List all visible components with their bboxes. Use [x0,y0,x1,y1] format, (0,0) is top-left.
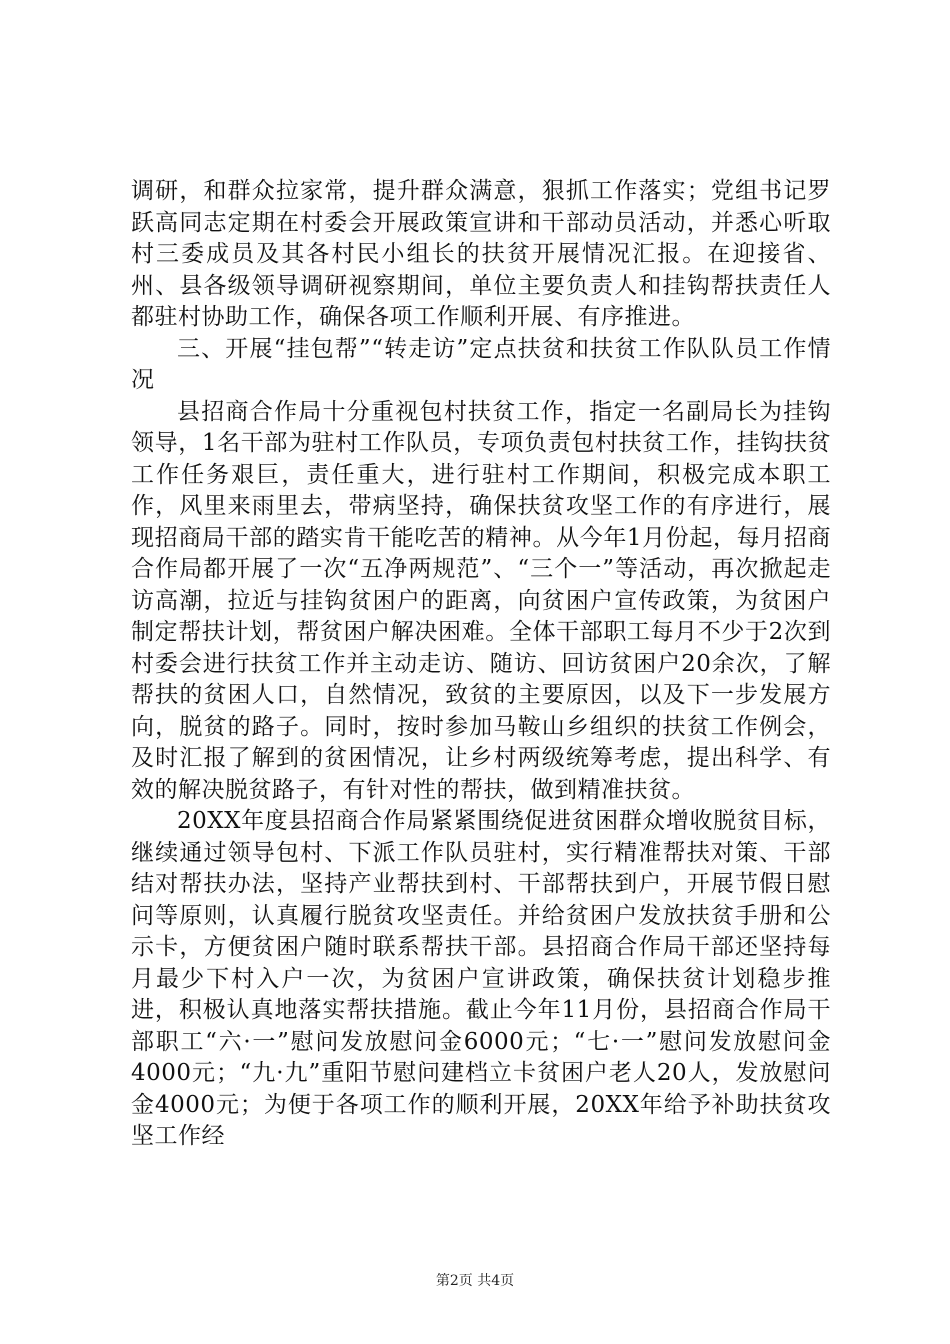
paragraph-intro-continuation: 调研，和群众拉家常，提升群众满意，狠抓工作落实；党组书记罗跃高同志定期在村委会开展政策宣讲和干部动员活动，并悉心听取村三委成员及其各村民小组长的扶贫开展情况汇报。在迎接省、州、县各级领导调研视察期间，单位主要负责人和挂钩帮扶责任人都驻村协助工作，确保各项工作顺利开展、有序推进。 [131,178,831,330]
page-footer: 第2页 共4页 [435,1273,515,1289]
paragraph-annual-summary: 20XX年度县招商合作局紧紧围绕促进贫困群众增收脱贫目标，继续通过领导包村、下派工作队员驻村，实行精准帮扶对策、干部结对帮扶办法，坚持产业帮扶到村、干部帮扶到户，开展节假日慰问等原则，认真履行脱贫攻坚责任。并给贫困户发放扶贫手册和公示卡，方便贫困户随时联系帮扶干部。县招商合作局干部还坚持每月最少下村入户一次，为贫困户宣讲政策，确保扶贫计划稳步推进，积极认真地落实帮扶措施。截止今年11月份，县招商合作局干部职工“六·一”慰问发放慰问金6000元；“七·一”慰问发放慰问金4000元；“九·九”重阳节慰问建档立卡贫困户老人20人，发放慰问金4000元；为便于各项工作的顺利开展，20XX年给予补助扶贫攻坚工作经 [131,808,831,1149]
paragraph-section-three-body: 县招商合作局十分重视包村扶贫工作，指定一名副局长为挂钩领导，1名干部为驻村工作队员，专项负责包村扶贫工作，挂钩扶贫工作任务艰巨，责任重大，进行驻村工作期间，积极完成本职工作，风里来雨里去，带病坚持，确保扶贫攻坚工作的有序进行，展现招商局干部的踏实肯干能吃苦的精神。从今年1月份起，每月招商合作局都开展了一次“五净两规范”、“三个一”等活动，再次掀起走访高潮，拉近与挂钩贫困户的距离，向贫困户宣传政策，为贫困户制定帮扶计划，帮贫困户解决困难。全体干部职工每月不少于2次到村委会进行扶贫工作并主动走访、随访、回访贫困户20余次，了解帮扶的贫困人口，自然情况，致贫的主要原因，以及下一步发展方向，脱贫的路子。同时，按时参加马鞍山乡组织的扶贫工作例会，及时汇报了解到的贫困情况，让乡村两级统筹考虑，提出科学、有效的解决脱贫路子，有针对性的帮扶，做到精准扶贫。 [131,398,831,803]
document-body [131,176,831,1153]
section-three-heading: 三、开展“挂包帮”“转走访”定点扶贫和扶贫工作队队员工作情况 [131,335,831,393]
